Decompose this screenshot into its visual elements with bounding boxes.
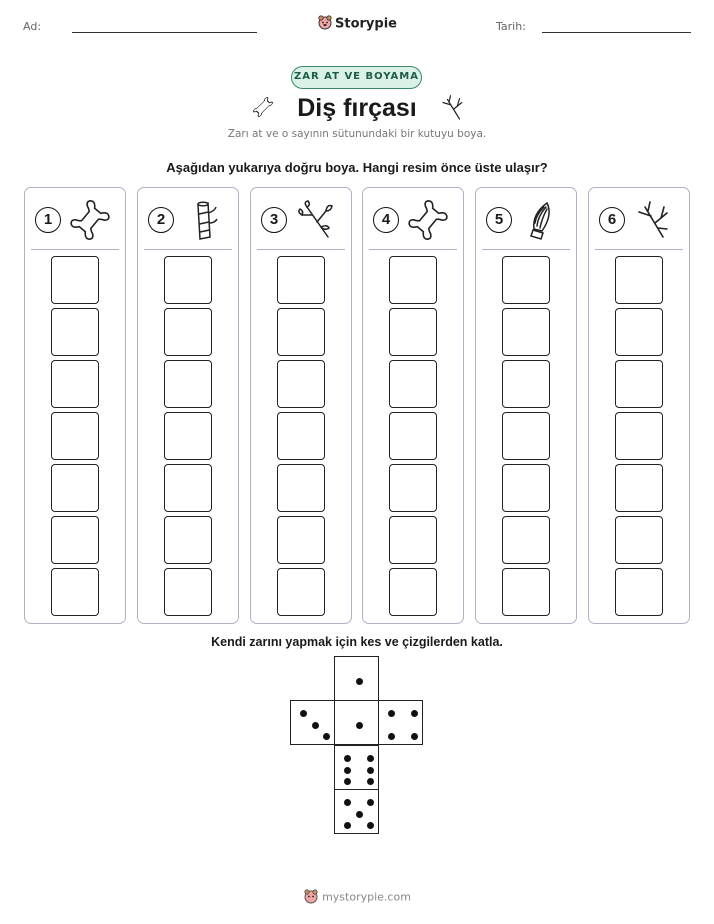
column-3 bbox=[250, 187, 352, 624]
column-divider bbox=[595, 249, 683, 250]
mascot-icon bbox=[317, 14, 333, 34]
column-number: 1 bbox=[35, 207, 61, 233]
subtitle: Zarı at ve o sayının sütunundaki bir kutuyu boya. bbox=[227, 128, 487, 140]
color-box[interactable] bbox=[164, 256, 212, 304]
title-row bbox=[0, 90, 714, 126]
mascot-icon bbox=[303, 888, 319, 907]
color-box[interactable] bbox=[615, 412, 663, 460]
brand-name: Storypie bbox=[335, 16, 397, 32]
dice-pip bbox=[411, 733, 418, 740]
bone-icon bbox=[248, 92, 278, 127]
column-number: 6 bbox=[599, 207, 625, 233]
dice-pip bbox=[367, 778, 374, 785]
color-box[interactable] bbox=[51, 308, 99, 356]
page-title: Diş fırçası bbox=[297, 94, 417, 122]
column-4 bbox=[362, 187, 464, 624]
dice-pip bbox=[367, 755, 374, 762]
column-header bbox=[25, 188, 125, 250]
dice-pip bbox=[344, 755, 351, 762]
instruction: Aşağıdan yukarıya doğru boya. Hangi resim önce üste ulaşır? bbox=[166, 160, 548, 175]
column-number: 5 bbox=[486, 207, 512, 233]
dice-face-4 bbox=[378, 700, 423, 745]
color-box[interactable] bbox=[277, 308, 325, 356]
color-box[interactable] bbox=[502, 256, 550, 304]
color-box[interactable] bbox=[51, 464, 99, 512]
color-box[interactable] bbox=[615, 464, 663, 512]
column-divider bbox=[369, 249, 457, 250]
column-header bbox=[589, 188, 689, 250]
color-box[interactable] bbox=[389, 568, 437, 616]
color-box[interactable] bbox=[389, 516, 437, 564]
color-box[interactable] bbox=[277, 516, 325, 564]
dice-pip bbox=[367, 767, 374, 774]
color-box[interactable] bbox=[389, 464, 437, 512]
color-box[interactable] bbox=[164, 464, 212, 512]
dice-pip bbox=[356, 722, 363, 729]
dice-pip bbox=[411, 710, 418, 717]
bone-icon bbox=[407, 199, 449, 241]
activity-badge: ZAR AT VE BOYAMA bbox=[291, 66, 422, 89]
color-box[interactable] bbox=[389, 360, 437, 408]
column-divider bbox=[31, 249, 119, 250]
color-box[interactable] bbox=[164, 308, 212, 356]
color-box[interactable] bbox=[615, 308, 663, 356]
color-box[interactable] bbox=[277, 464, 325, 512]
date-label: Tarih: bbox=[496, 20, 526, 33]
column-number: 4 bbox=[373, 207, 399, 233]
column-5 bbox=[475, 187, 577, 624]
color-box[interactable] bbox=[164, 516, 212, 564]
color-box[interactable] bbox=[502, 464, 550, 512]
name-label: Ad: bbox=[23, 20, 42, 33]
bamboo-icon bbox=[182, 199, 224, 241]
dice-face-3 bbox=[290, 700, 335, 745]
color-box[interactable] bbox=[51, 256, 99, 304]
column-header bbox=[251, 188, 351, 250]
dice-face-6 bbox=[334, 745, 379, 790]
color-box[interactable] bbox=[51, 516, 99, 564]
color-box[interactable] bbox=[51, 568, 99, 616]
column-header bbox=[138, 188, 238, 250]
dice-pip bbox=[356, 811, 363, 818]
dice-face-5 bbox=[334, 789, 379, 834]
column-number: 3 bbox=[261, 207, 287, 233]
color-box[interactable] bbox=[164, 568, 212, 616]
leafy-twig-icon bbox=[295, 199, 337, 241]
dice-pip bbox=[367, 822, 374, 829]
column-divider bbox=[144, 249, 232, 250]
dice-pip bbox=[312, 722, 319, 729]
color-box[interactable] bbox=[389, 308, 437, 356]
color-box[interactable] bbox=[164, 360, 212, 408]
color-box[interactable] bbox=[615, 360, 663, 408]
brush-bristles-icon bbox=[520, 199, 562, 241]
bare-twig-icon bbox=[437, 92, 467, 127]
dice-pip bbox=[367, 799, 374, 806]
dice-caption: Kendi zarını yapmak için kes ve çizgilerden katla. bbox=[211, 635, 503, 649]
footer bbox=[0, 888, 714, 907]
dice-face-1 bbox=[334, 656, 379, 701]
brand-logo bbox=[0, 14, 714, 34]
color-box[interactable] bbox=[277, 412, 325, 460]
color-box[interactable] bbox=[51, 412, 99, 460]
column-header bbox=[363, 188, 463, 250]
dice-face-1 bbox=[334, 700, 379, 745]
color-box[interactable] bbox=[502, 308, 550, 356]
column-divider bbox=[257, 249, 345, 250]
color-box[interactable] bbox=[164, 412, 212, 460]
color-box[interactable] bbox=[502, 412, 550, 460]
color-box[interactable] bbox=[502, 516, 550, 564]
color-box[interactable] bbox=[615, 516, 663, 564]
dice-pip bbox=[300, 710, 307, 717]
color-box[interactable] bbox=[389, 256, 437, 304]
dice-pip bbox=[344, 778, 351, 785]
dice-pip bbox=[388, 710, 395, 717]
dice-pip bbox=[388, 733, 395, 740]
bone-icon bbox=[69, 199, 111, 241]
color-box[interactable] bbox=[502, 568, 550, 616]
column-number: 2 bbox=[148, 207, 174, 233]
column-2 bbox=[137, 187, 239, 624]
dice-pip bbox=[356, 678, 363, 685]
column-header bbox=[476, 188, 576, 250]
color-box[interactable] bbox=[277, 360, 325, 408]
bare-twig-icon bbox=[633, 199, 675, 241]
color-box[interactable] bbox=[277, 256, 325, 304]
dice-pip bbox=[344, 799, 351, 806]
column-divider bbox=[482, 249, 570, 250]
column-6 bbox=[588, 187, 690, 624]
date-line[interactable] bbox=[542, 32, 691, 33]
color-box[interactable] bbox=[277, 568, 325, 616]
dice-pip bbox=[344, 822, 351, 829]
dice-pip bbox=[344, 767, 351, 774]
color-box[interactable] bbox=[389, 412, 437, 460]
dice-pip bbox=[323, 733, 330, 740]
color-box[interactable] bbox=[51, 360, 99, 408]
color-box[interactable] bbox=[615, 256, 663, 304]
color-box[interactable] bbox=[615, 568, 663, 616]
color-box[interactable] bbox=[502, 360, 550, 408]
column-1 bbox=[24, 187, 126, 624]
footer-url[interactable]: mystorypie.com bbox=[322, 890, 411, 904]
